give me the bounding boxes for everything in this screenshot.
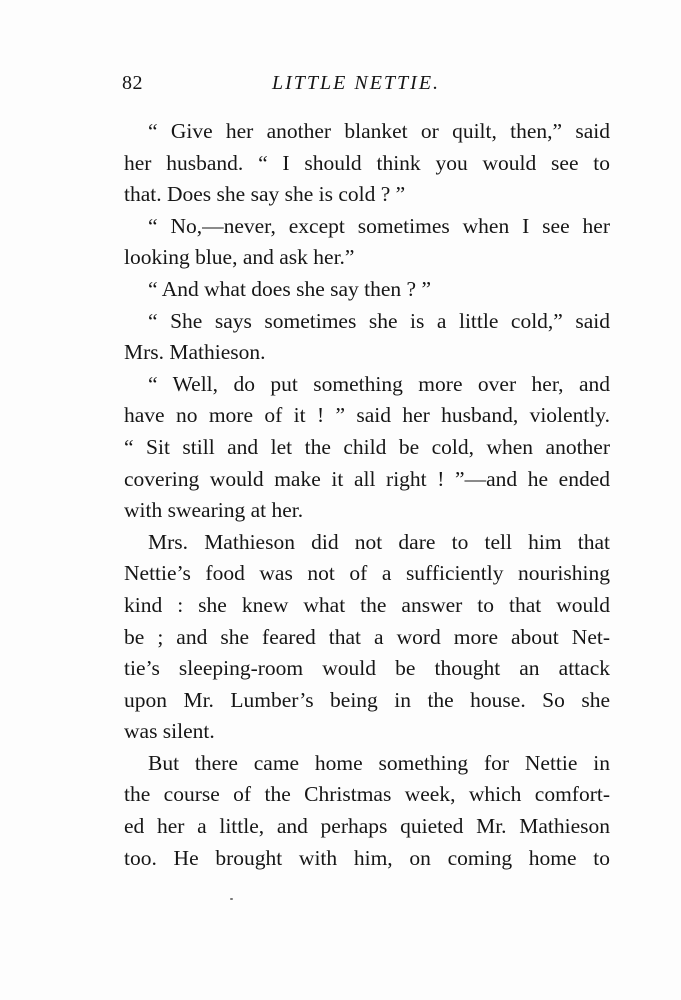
text-line: her husband. “ I should think you would see to	[124, 150, 610, 175]
text-line: was silent.	[124, 719, 215, 744]
text-line: with swearing at her.	[124, 498, 304, 523]
text-line: upon Mr. Lumber’s being in the house. So she	[124, 687, 610, 712]
text-line: that. Does she say she is cold ? ”	[124, 182, 406, 207]
running-title: LITTLE NETTIE.	[272, 72, 441, 94]
text-line: “ Give her another blanket or quilt, then,” said	[148, 119, 610, 143]
text-line: the course of the Christmas week, which comfort-	[124, 782, 610, 807]
text-line: tie’s sleeping-room would be thought an attack	[124, 656, 610, 681]
text-line: have no more of it ! ” said her husband, violently.	[124, 403, 610, 428]
body-text	[124, 116, 610, 874]
text-line: ed her a little, and perhaps quieted Mr. Mathieson	[124, 814, 610, 839]
text-line: “ She says sometimes she is a little cold,” said	[148, 308, 610, 333]
text-line: Mrs. Mathieson.	[124, 340, 266, 365]
print-speck	[230, 898, 233, 900]
text-line: Mrs. Mathieson did not dare to tell him that	[148, 529, 610, 554]
text-line: “ No,—never, except sometimes when I see her	[148, 213, 610, 238]
text-line: Nettie’s food was not of a sufficiently nourishing	[124, 561, 610, 586]
text-line: But there came home something for Nettie in	[148, 750, 610, 775]
text-line: “ Sit still and let the child be cold, when another	[124, 434, 610, 459]
text-line: be ; and she feared that a word more about Net-	[124, 624, 610, 649]
text-line: too. He brought with him, on coming home to	[124, 845, 610, 870]
text-line: covering would make it all right ! ”—and he ended	[124, 466, 610, 491]
running-head	[122, 72, 610, 102]
text-line: looking blue, and ask her.”	[124, 245, 355, 270]
page-number: 82	[122, 72, 143, 94]
text-line: “ And what does she say then ? ”	[148, 276, 432, 301]
text-line: “ Well, do put something more over her, and	[148, 371, 610, 396]
text-line: kind : she knew what the answer to that would	[124, 592, 610, 617]
